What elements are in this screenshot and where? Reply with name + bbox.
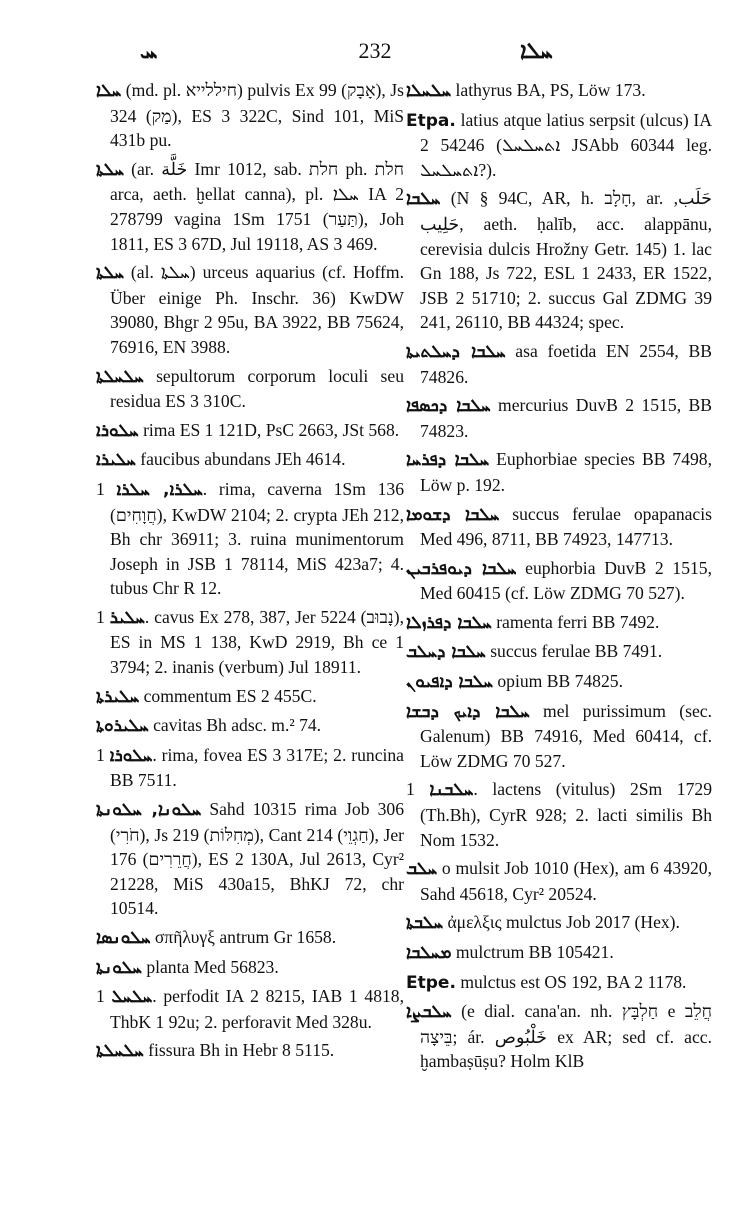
right-column <box>406 78 712 1078</box>
dictionary-entry <box>96 684 404 710</box>
entry-definition: σπῆλυγξ antrum Gr 1658. <box>154 927 337 947</box>
page-header <box>0 36 750 66</box>
entry-headword: ܚܠܝܪ <box>109 607 145 628</box>
entry-headword: ܚܠܪܐ, ܚܠܪܐ <box>116 479 203 500</box>
entry-headword: ܚܠܬܐ <box>96 159 124 180</box>
entry-headword: ܚܠܝܪܐ <box>96 450 136 471</box>
dictionary-entry <box>96 477 404 601</box>
entry-definition: cavitas Bh adsc. m.² 74. <box>153 715 322 736</box>
entry-definition: (al. ܚܠܬܐ) urceus aquarius (cf. Hoffm. Über einige Ph. Inschr. 36) KwDW 39080, Bhgr 2 95u, BA 3922, BB 75624, 76916, EN 3988. <box>110 262 405 357</box>
dictionary-entry <box>96 797 404 921</box>
entry-definition: succus ferulae opapanacis Med 496, 8711, BB 74923, 147713. <box>420 503 712 550</box>
running-head-letter: ܚ <box>140 38 158 64</box>
dictionary-entry <box>96 78 404 153</box>
entry-headword: ܚܠܬܐ <box>96 263 124 284</box>
dictionary-entry <box>96 364 404 414</box>
entry-headword: ܚܠܘܢܬܐ <box>96 957 142 978</box>
entry-headword: ܚܠܒܐ ܕܦܪܙܠܐ <box>406 612 492 633</box>
entry-headword: ܚܠܒܐ ܕܦܪܚܐ <box>406 450 490 471</box>
dictionary-entry <box>406 186 712 335</box>
entry-headword: ܚܠܒ <box>406 859 438 880</box>
dictionary-entry <box>406 999 712 1074</box>
dictionary-entry <box>96 713 404 739</box>
entry-definition: 1. rima, caverna 1Sm 136 (חֲוָחִים), KwDW 2104; 2. crypta JEh 212, Bh chr 36911; 3. ruina munimentorum Joseph in JSB 1 78114, MiS 423a7; 4. tubus Chr R 12. <box>96 478 404 599</box>
entry-definition: ramenta ferri BB 7492. <box>496 611 660 632</box>
dictionary-entry <box>406 669 712 695</box>
dictionary-entry <box>406 639 712 665</box>
entry-definition: Sahd 10315 rima Job 306 (חֹרִי), Js 219 (מְחִלּוֹת), Cant 214 (חַגְוֵי), Jer 176 (חֲרֵרִים), ES 2 130A, Jul 2613, Cyr² 21228, MiS 430a15, BhKJ 72, chr 10514. <box>110 799 404 919</box>
entry-definition: rima ES 1 121D, PsC 2663, JSt 568. <box>143 419 400 440</box>
dictionary-entry <box>406 777 712 852</box>
entry-definition: lathyrus BA, PS, Löw 173. <box>455 80 646 100</box>
dictionary-entry <box>406 393 712 443</box>
entry-definition: (md. pl. חיללייא) pulvis Ex 99 (אָבָק), Js 324 (מַק), ES 3 322C, Sind 101, MiS 431b pu. <box>110 80 405 151</box>
dictionary-entry <box>406 970 712 996</box>
entry-definition: commentum ES 2 455C. <box>143 685 317 706</box>
entry-definition: opium BB 74825. <box>497 671 623 692</box>
dictionary-entry <box>96 157 404 256</box>
entry-definition: 1. cavus Ex 278, 387, Jer 5224 (נָבוּב), ES in MS 1 138, KwD 2919, Bh ce 1 3794; 2. inanis (verbum) Jul 18911. <box>96 606 404 678</box>
entry-definition: asa foetida EN 2554, BB 74826. <box>420 340 713 387</box>
entry-headword: Etpe. <box>406 972 456 993</box>
entry-definition: 1. lactens (vitulus) 2Sm 1729 (Th.Bh), CyrR 928; 2. lacti similis Bh Nom 1532. <box>406 779 712 850</box>
entry-headword: ܚܠܒܐ ܕܐܦܝܘܢ <box>406 672 493 693</box>
entry-definition: mel purissimum (sec. Galenum) BB 74916, Med 60414, cf. Löw ZDMG 70 527. <box>420 700 712 771</box>
entry-headword: ܚܠܒܐ ܕܐܝܟ ܕܒܫܐ <box>406 701 530 722</box>
entry-definition: mercurius DuvB 2 1515, BB 74823. <box>420 395 712 441</box>
page-number: 232 <box>358 38 392 63</box>
entry-headword: ܚܠܒܬܐ <box>406 913 444 934</box>
entry-headword: ܚܠܒܐ ܕܚܠܬܝܬܐ <box>406 341 506 362</box>
dictionary-entry <box>406 910 712 936</box>
dictionary-entry <box>96 1038 404 1064</box>
dictionary-entry <box>406 940 712 966</box>
entry-definition: Euphorbiae species BB 7498, Löw p. 192. <box>420 449 713 495</box>
entry-headword: ܚܠܒܨܐ <box>406 1002 452 1023</box>
entry-definition: mulctrum BB 105421. <box>455 942 614 962</box>
entry-headword: ܚܠܐ <box>96 81 122 101</box>
entry-headword: ܚܠܚܠܬܐ <box>96 366 144 387</box>
entry-headword: ܚܠܘܪܐ <box>96 420 139 441</box>
entry-headword: ܚܠܒܐ ܕܚܠܒ <box>406 642 486 663</box>
dictionary-entry <box>96 955 404 981</box>
running-head-word: ܚܠܐ <box>520 38 553 64</box>
entry-headword: ܚܠܚܠܬܐ <box>96 1041 144 1062</box>
entry-headword: ܚܠܘܢܐ, ܚܠܘܢܬܐ <box>96 800 202 821</box>
dictionary-entry <box>96 418 404 444</box>
dictionary-entry <box>96 605 404 680</box>
dictionary-entry <box>96 743 404 793</box>
entry-headword: ܚܠܝܪܘܬܐ <box>96 716 149 737</box>
dictionary-entry <box>406 856 712 906</box>
entry-definition: fissura Bh in Hebr 8 5115. <box>148 1040 335 1061</box>
entry-headword: ܚܠܒܢܐ <box>429 780 474 801</box>
entry-definition: o mulsit Job 1010 (Hex), am 6 43920, Sahd 45618, Cyr² 20524. <box>420 858 712 904</box>
left-column <box>96 78 404 1068</box>
entry-headword: ܡܚܠܒܐ <box>406 943 452 963</box>
dictionary-entry <box>406 447 712 497</box>
entry-headword: ܚܠܘܪܐ <box>109 745 153 766</box>
dictionary-entry <box>96 925 404 951</box>
entry-headword: ܚܠܚܠܐ <box>406 81 452 101</box>
entry-headword: ܚܠܒܐ <box>406 189 441 210</box>
entry-definition: planta Med 56823. <box>146 956 279 977</box>
entry-definition: succus ferulae BB 7491. <box>490 641 663 662</box>
entry-headword: Etpa. <box>406 110 456 131</box>
entry-definition: mulctus est OS 192, BA 2 1178. <box>460 971 687 992</box>
entry-definition: faucibus abundans JEh 4614. <box>140 449 346 470</box>
dictionary-entry <box>406 556 712 606</box>
entry-headword: ܚܠܒܐ ܕܟܣܦܐ <box>406 396 491 417</box>
dictionary-entry <box>96 984 404 1034</box>
entry-definition: 1. perfodit IA 2 8215, IAB 1 4818, ThbK 1 92u; 2. perforavit Med 328u. <box>96 986 404 1032</box>
entry-headword: ܚܠܘܢܣܐ <box>96 928 151 948</box>
dictionary-entry <box>406 78 712 104</box>
entry-definition: euphorbia DuvB 2 1515, Med 60415 (cf. Löw ZDMG 70 527). <box>420 557 712 604</box>
dictionary-entry <box>96 447 404 473</box>
dictionary-entry <box>406 610 712 636</box>
dictionary-entry <box>406 339 712 389</box>
entry-definition: 1. rima, fovea ES 3 317E; 2. runcina BB 7511. <box>96 744 404 791</box>
entry-headword: ܚܠܚܠ <box>111 987 153 1008</box>
dictionary-entry <box>406 699 712 774</box>
entry-definition: latius atque latius serpsit (ulcus) IA 2 54246 (ܐܬܚܠܚܠ JSAbb 60344 leg. ܐܬܚܠܚܠ?). <box>420 109 712 180</box>
entry-headword: ܚܠܒܐ ܕܫܘܡܐ <box>406 504 500 525</box>
dictionary-entry <box>406 108 712 183</box>
entry-headword: ܚܠܒܐ ܕܝܘܦܪܒܝܢ <box>406 558 517 579</box>
entry-definition: (ar. خَلَّة Imr 1012, sab. חלת ph. חלת arca, aeth. ḫellat canna), pl. ܚܠܐ IA 2 278799 vagina 1Sm 1751 (תַּעַר), Joh 1811, ES 3 67D, Jul 19118, AS 3 469. <box>110 158 405 254</box>
entry-definition: sepultorum corporum loculi seu residua ES 3 310C. <box>110 365 405 412</box>
dictionary-entry <box>96 260 404 359</box>
entry-definition: (N § 94C, AR, h. חָלָב, ar. حَلَب, حَلِيب, aeth. ḥalīb, acc. alappānu, cerevisia dulcis Hrožny Getr. 145) 1. lac Gn 188, Js 722, ESL 1 2433, ER 1522, JSB 2 51710; 2. succus Gal ZDMG 39 241, 26110, BB 44324; spec. <box>420 188 712 333</box>
entry-definition: (e dial. cana'an. nh. חַלְבָּץ e חֲלֵב בֵּיצָה; ár. خَلْبُوص ex AR; sed cf. acc. ḫambaṣūṣu? Holm KlB <box>420 1001 713 1072</box>
dictionary-entry <box>406 502 712 552</box>
entry-definition: ἀμελξις mulctus Job 2017 (Hex). <box>447 912 680 933</box>
entry-headword: ܚܠܝܪܬܐ <box>96 686 140 707</box>
